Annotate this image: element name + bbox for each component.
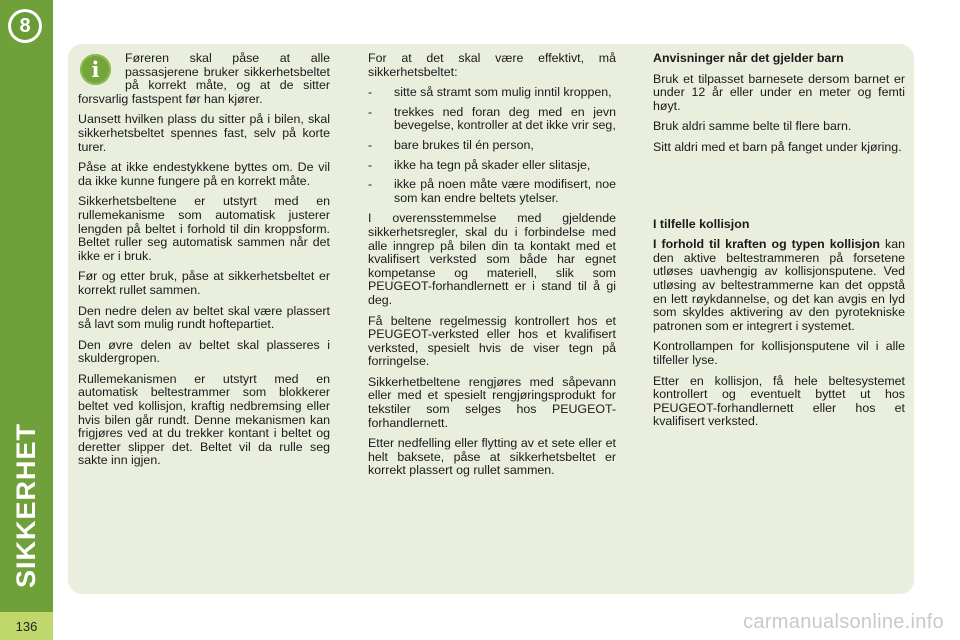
column-3 [653, 52, 905, 436]
paragraph: Etter nedfelling eller flytting av et sete eller et helt baksete, påse at sikkerhetsbeltet er korrekt plassert og rullet sammen. [368, 436, 616, 478]
list-item: - ikke på noen måte være modifisert, noe som kan endre beltets ytelser. [368, 177, 616, 205]
heading-children: Anvisninger når det gjelder barn [653, 51, 844, 65]
list-item: - ikke ha tegn på skader eller slitasje, [368, 157, 591, 172]
list-item: - sitte så stramt som mulig inntil kroppen, [368, 85, 612, 100]
requirements-list [368, 86, 616, 205]
paragraph: Sikkerhetsbeltene er utstyrt med en rullemekanisme som automatisk justerer lengden på beltet i forhold til din kroppsform. Beltet ruller seg automatisk sammen når det ikke er i bruk. [78, 194, 330, 263]
paragraph: Før og etter bruk, påse at sikkerhetsbeltet er korrekt rullet sammen. [78, 269, 330, 297]
paragraph: Den nedre delen av beltet skal være plassert så lavt som mulig rundt hoftepartiet. [78, 303, 330, 332]
paragraph: Bruk aldri samme belte til flere barn. [653, 119, 852, 134]
column-2 [368, 52, 616, 485]
paragraph: Føreren skal påse at alle passasjerene bruker sikkerhetsbeltet på korrekt måte, og at de sitter forsvarlig fastspent før han kjører. [78, 51, 330, 106]
column-1 [78, 52, 330, 475]
paragraph: Rullemekanismen er utstyrt med en automatisk beltestrammer som blokkerer beltet ved kollisjon, kraftig nedbremsing eller hvis bilen går rundt. Denne mekanismen kan frigjøres ved at du trekker kontant i beltet og deretter slipper det. Beltet vil da rulle seg sakte inn igjen. [78, 371, 330, 468]
paragraph: Kontrollampen for kollisjonsputene vil i alle tilfeller lyse. [653, 339, 905, 367]
paragraph: I overensstemmelse med gjeldende sikkerhetsregler, skal du i forbindelse med alle inngrep på bilen din ta kontakt med et kvalifisert verksted som både har egnet kompetanse og materiell, slik som PEUGEOT-forhandlernett er i stand til å gi deg. [368, 211, 616, 307]
paragraph: Sikkerhetbeltene rengjøres med såpevann eller med et spesielt rengjøringsprodukt for tekstiler som selges hos PEUGEOT-forhandlernett. [368, 374, 616, 430]
watermark: carmanualsonline.info [743, 611, 944, 633]
paragraph: Få beltene regelmessig kontrollert hos et PEUGEOT-verksted eller hos et kvalifisert verksted, spesielt hvis de viser tegn på forringelse. [368, 313, 616, 369]
paragraph [653, 238, 905, 333]
paragraph: Uansett hvilken plass du sitter på i bilen, skal sikkerhetsbeltet spennes fast, selv på korte turer. [78, 112, 330, 154]
lead-rest: kan den aktive beltestrammeren på forsetene utløses uavhengig av kollisjonsputene. Ved utløsing av beltestrammerne kan det oppstå en lett røykdannelse, og det kan avgis en lyd som skyldes aktivering av den pyrotekniske patronen som er integrert i systemet. [653, 237, 905, 333]
content-panel [68, 44, 914, 594]
paragraph: Sitt aldri med et barn på fanget under kjøring. [653, 139, 902, 154]
info-icon: i [80, 54, 111, 85]
paragraph: Påse at ikke endestykkene byttes om. De vil da ikke kunne fungere på en korrekt måte. [78, 160, 330, 188]
list-item: - bare brukes til én person, [368, 137, 534, 152]
list-item: - trekkes ned foran deg med en jevn bevegelse, kontroller at det ikke vrir seg, [368, 104, 616, 133]
chapter-badge [8, 9, 42, 43]
page-number: 136 [0, 612, 53, 640]
heading-collision: I tilfelle kollisjon [653, 216, 750, 231]
intro-paragraph: For at det skal være effektivt, må sikkerhetsbeltet: [368, 51, 616, 79]
chapter-number: 8 [11, 12, 39, 40]
bold-lead: I forhold til kraften og typen kollisjon [653, 237, 880, 252]
chapter-sidebar [0, 0, 53, 640]
paragraph: Bruk et tilpasset barnesete dersom barnet er under 12 år eller under en meter og femti høyt. [653, 71, 905, 113]
section-title [4, 422, 48, 588]
section-title-text: SIKKERHET [10, 422, 41, 588]
paragraph: Den øvre delen av beltet skal plasseres i skuldergropen. [78, 337, 330, 366]
paragraph: Etter en kollisjon, få hele beltesystemet kontrollert og eventuelt byttet ut hos PEUGEOT-forhandlernett eller hos et kvalifisert verksted. [653, 373, 905, 429]
